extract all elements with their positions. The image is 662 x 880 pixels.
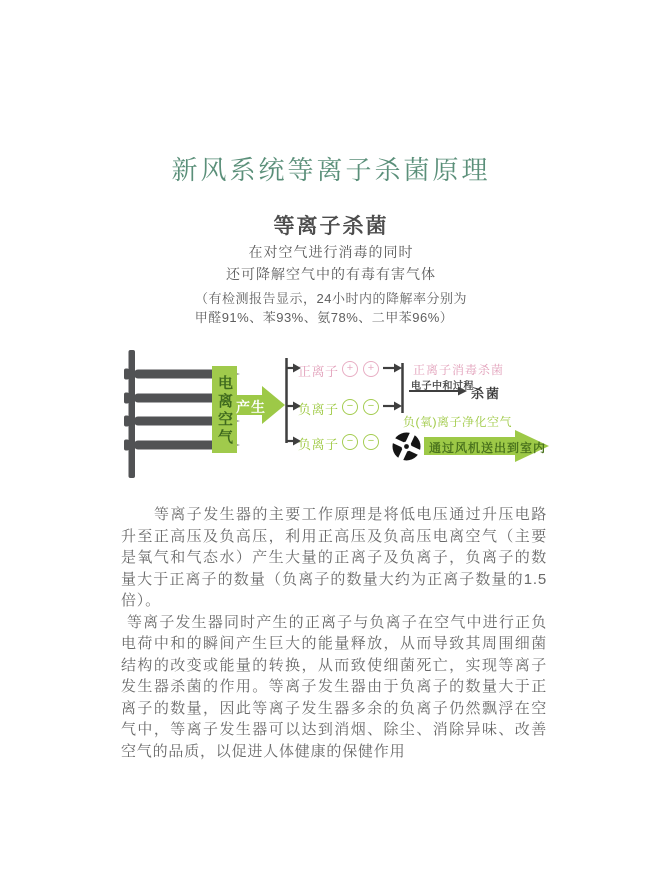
- sterilize-label: 杀菌: [471, 386, 502, 401]
- negative-ion-symbol: −: [363, 434, 379, 450]
- merge-arrows: [383, 364, 402, 411]
- negative-ion-label-2: 负离子: [298, 437, 339, 452]
- body-text-block: [121, 504, 547, 762]
- intro-line-1: 在对空气进行消毒的同时: [248, 244, 414, 260]
- positive-ion-symbol: +: [363, 361, 379, 377]
- negative-ion-label-1: 负离子: [298, 402, 339, 417]
- negative-ion-symbol: −: [342, 434, 358, 450]
- negative-ion-result-label: 负(氧)离子净化空气: [403, 415, 512, 429]
- produce-label: 产生: [236, 399, 266, 415]
- positive-ion-label: 正离子: [298, 364, 339, 379]
- positive-ion-symbol: +: [342, 361, 358, 377]
- page-title: 新风系统等离子杀菌原理: [171, 156, 491, 186]
- intro-heading: 等离子杀菌: [273, 215, 389, 238]
- ionize-air-label: 电离空气: [216, 375, 233, 447]
- fan-icon: [390, 430, 423, 463]
- intro-line-2: 还可降解空气中的有毒有害气体: [226, 266, 436, 282]
- intro-note-line-1: （有检测报告显示，24小时内的降解率分别为: [195, 291, 467, 306]
- working-principle-paragraph: 等离子发生器的主要工作原理是将低电压通过升压电路升至正高压及负高压，利用正高压及负高压电离空气（主要是氧气和气态水）产生大量的正离子及负离子，负离子的数量大于正离子的数量（负离子的数量大约为正离子数量的1.5倍）。: [121, 506, 547, 609]
- electron-neutralization-label: 电子中和过程: [411, 381, 474, 392]
- positive-ion-result-label: 正离子消毒杀菌: [413, 363, 505, 377]
- intro-note-line-2: 甲醛91%、苯93%、氨78%、二甲苯96%）: [194, 310, 454, 325]
- fan-arrow-label: 通过风机送出到室内: [429, 441, 547, 455]
- sterilization-effect-paragraph: 等离子发生器同时产生的正离子与负离子在空气中进行正负电荷中和的瞬间产生巨大的能量释放，从而导致其周围细菌结构的改变或能量的转换，从而致使细菌死亡，实现等离子发生器杀菌的作用。等离子发生器由于负离子的数量大于正离子的数量，因此等离子发生器多余的负离子仍然飘浮在空气中，等离子发生器可以达到消烟、除尘、消除异味、改善空气的品质，以促进人体健康的保健作用: [121, 613, 547, 760]
- negative-ion-symbol: −: [363, 399, 379, 415]
- negative-ion-symbol: −: [342, 399, 358, 415]
